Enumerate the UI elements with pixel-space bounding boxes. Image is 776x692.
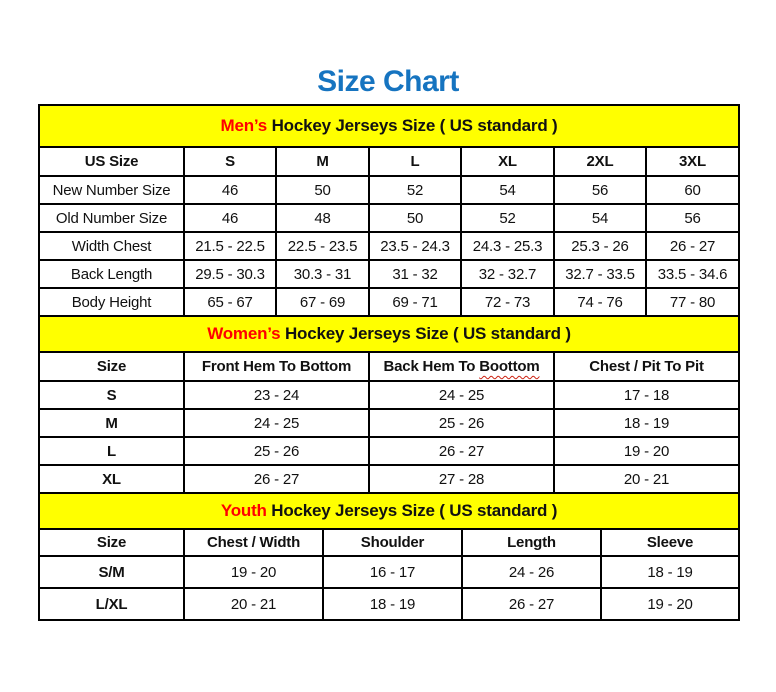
cell-value: 20 - 21 bbox=[184, 588, 323, 620]
cell-value: 17 - 18 bbox=[554, 381, 739, 409]
womens-size-table bbox=[38, 315, 740, 494]
cell-value: 18 - 19 bbox=[554, 409, 739, 437]
row-label: Body Height bbox=[39, 288, 184, 316]
cell-value: 50 bbox=[276, 176, 369, 204]
row-label: Width Chest bbox=[39, 232, 184, 260]
row-label: XL bbox=[39, 465, 184, 493]
cell-value: 18 - 19 bbox=[601, 556, 739, 588]
table-row bbox=[39, 260, 739, 288]
column-header: Size bbox=[39, 529, 184, 556]
row-label: Back Length bbox=[39, 260, 184, 288]
column-header: Chest / Pit To Pit bbox=[554, 352, 739, 381]
cell-value: 54 bbox=[554, 204, 646, 232]
column-header-text: Back Hem To bbox=[383, 358, 480, 375]
section-heading-text: Hockey Jerseys Size ( US standard ) bbox=[267, 116, 558, 135]
cell-value: 52 bbox=[461, 204, 554, 232]
table-row bbox=[39, 409, 739, 437]
cell-value: 26 - 27 bbox=[184, 465, 369, 493]
misspelled-word: Boottom bbox=[479, 358, 540, 375]
cell-value: 18 - 19 bbox=[323, 588, 462, 620]
cell-value: 77 - 80 bbox=[646, 288, 739, 316]
column-header: Shoulder bbox=[323, 529, 462, 556]
cell-value: 33.5 - 34.6 bbox=[646, 260, 739, 288]
cell-value: 24 - 25 bbox=[369, 381, 554, 409]
row-label: M bbox=[39, 409, 184, 437]
cell-value: 27 - 28 bbox=[369, 465, 554, 493]
cell-value: 48 bbox=[276, 204, 369, 232]
cell-value: 31 - 32 bbox=[369, 260, 461, 288]
column-header: Chest / Width bbox=[184, 529, 323, 556]
cell-value: 46 bbox=[184, 176, 276, 204]
cell-value: 74 - 76 bbox=[554, 288, 646, 316]
page-title: Size Chart bbox=[317, 65, 459, 98]
cell-value: 25.3 - 26 bbox=[554, 232, 646, 260]
table-row bbox=[39, 232, 739, 260]
column-header: Sleeve bbox=[601, 529, 739, 556]
table-row bbox=[39, 204, 739, 232]
cell-value: 21.5 - 22.5 bbox=[184, 232, 276, 260]
cell-value: 25 - 26 bbox=[184, 437, 369, 465]
youth-section-heading bbox=[39, 493, 739, 529]
cell-value: 50 bbox=[369, 204, 461, 232]
mens-section-heading bbox=[39, 105, 739, 147]
cell-value: 19 - 20 bbox=[601, 588, 739, 620]
cell-value: 46 bbox=[184, 204, 276, 232]
cell-value: 16 - 17 bbox=[323, 556, 462, 588]
table-row bbox=[39, 288, 739, 316]
column-header: S bbox=[184, 147, 276, 176]
cell-value: 29.5 - 30.3 bbox=[184, 260, 276, 288]
column-header: M bbox=[276, 147, 369, 176]
table-row bbox=[39, 176, 739, 204]
cell-value: 65 - 67 bbox=[184, 288, 276, 316]
column-header: L bbox=[369, 147, 461, 176]
section-heading-text: Hockey Jerseys Size ( US standard ) bbox=[280, 324, 571, 343]
column-header: Size bbox=[39, 352, 184, 381]
table-row bbox=[39, 556, 739, 588]
youth-size-table bbox=[38, 492, 740, 621]
table-row bbox=[39, 437, 739, 465]
cell-value: 19 - 20 bbox=[554, 437, 739, 465]
row-label: S/M bbox=[39, 556, 184, 588]
table-row bbox=[39, 588, 739, 620]
section-heading-highlight: Youth bbox=[220, 501, 267, 520]
row-label: L bbox=[39, 437, 184, 465]
cell-value: 30.3 - 31 bbox=[276, 260, 369, 288]
column-header: US Size bbox=[39, 147, 184, 176]
cell-value: 26 - 27 bbox=[646, 232, 739, 260]
cell-value: 25 - 26 bbox=[369, 409, 554, 437]
section-heading-text: Hockey Jerseys Size ( US standard ) bbox=[266, 501, 558, 520]
cell-value: 54 bbox=[461, 176, 554, 204]
section-heading-highlight: Men’s bbox=[220, 116, 268, 135]
cell-value: 22.5 - 23.5 bbox=[276, 232, 369, 260]
column-header: XL bbox=[461, 147, 554, 176]
row-label: Old Number Size bbox=[39, 204, 184, 232]
cell-value: 32.7 - 33.5 bbox=[554, 260, 646, 288]
table-row bbox=[39, 465, 739, 493]
row-label: L/XL bbox=[39, 588, 184, 620]
cell-value: 19 - 20 bbox=[184, 556, 323, 588]
cell-value: 20 - 21 bbox=[554, 465, 739, 493]
column-header: Length bbox=[462, 529, 601, 556]
column-header: 2XL bbox=[554, 147, 646, 176]
cell-value: 24.3 - 25.3 bbox=[461, 232, 554, 260]
womens-section-heading bbox=[39, 316, 739, 352]
cell-value: 60 bbox=[646, 176, 739, 204]
column-header: Front Hem To Bottom bbox=[184, 352, 369, 381]
row-label: S bbox=[39, 381, 184, 409]
cell-value: 56 bbox=[646, 204, 739, 232]
cell-value: 23.5 - 24.3 bbox=[369, 232, 461, 260]
size-tables bbox=[38, 104, 738, 621]
column-header: 3XL bbox=[646, 147, 739, 176]
cell-value: 26 - 27 bbox=[369, 437, 554, 465]
cell-value: 67 - 69 bbox=[276, 288, 369, 316]
mens-size-table bbox=[38, 104, 740, 317]
table-row bbox=[39, 381, 739, 409]
cell-value: 52 bbox=[369, 176, 461, 204]
cell-value: 32 - 32.7 bbox=[461, 260, 554, 288]
cell-value: 56 bbox=[554, 176, 646, 204]
cell-value: 26 - 27 bbox=[462, 588, 601, 620]
cell-value: 69 - 71 bbox=[369, 288, 461, 316]
row-label: New Number Size bbox=[39, 176, 184, 204]
column-header bbox=[369, 352, 554, 381]
section-heading-highlight: Women’s bbox=[207, 324, 281, 343]
cell-value: 24 - 26 bbox=[462, 556, 601, 588]
cell-value: 24 - 25 bbox=[184, 409, 369, 437]
cell-value: 72 - 73 bbox=[461, 288, 554, 316]
cell-value: 23 - 24 bbox=[184, 381, 369, 409]
